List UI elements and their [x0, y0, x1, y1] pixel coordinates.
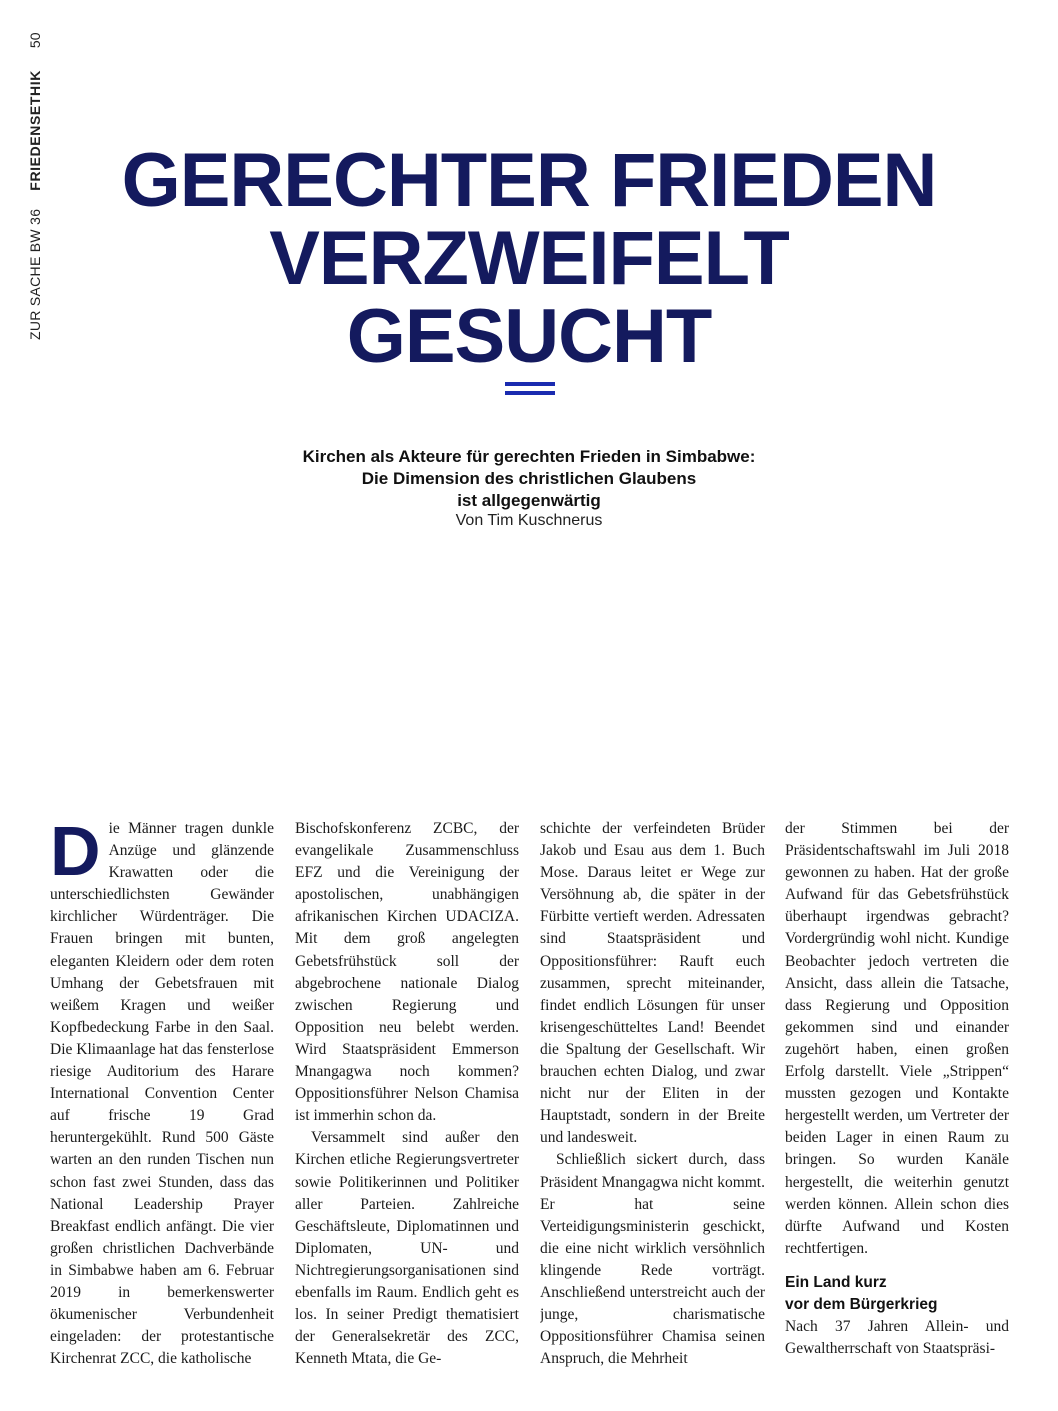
section-subheading	[785, 1272, 1009, 1316]
text-column-1	[50, 818, 274, 1408]
subheading-line: Ein Land kurz	[785, 1273, 887, 1291]
title-line: GERECHTER FRIEDEN	[121, 138, 937, 223]
section-label: FRIEDENSETHIK	[27, 70, 43, 191]
subtitle-line: Kirchen als Akteure für gerechten Frieden in Simbabwe:	[302, 447, 756, 466]
paragraph: Bischofskonferenz ZCBC, der evangelikale Zusammenschluss EFZ und die Vereinigung der apostolischen, unabhängigen afrikanischen Kirchen UDACIZA. Mit dem groß angelegten Gebetsfrühstück soll der abgebrochene nationale Dialog zwischen Regierung und Opposition neu belebt werden. Wird Staatspräsident Emmerson Mnangagwa noch kommen? Oppositionsführer Nelson Chamisa ist immerhin schon da.	[295, 820, 519, 1125]
page-number: 50	[27, 32, 43, 49]
title-line: VERZWEIFELT	[269, 216, 789, 301]
paragraph: Schließlich sickert durch, dass Präsident Mnangagwa nicht kommt. Er hat seine Verteidigungsministerin geschickt, die eine nicht wirklich versöhnlich klingende Rede vorträgt. Anschließend unterstreicht auch der junge, charismatische Oppositionsführer Chamisa seinen Anspruch, die Mehrheit	[540, 1151, 765, 1368]
article-subtitle	[0, 446, 1058, 512]
title-divider	[505, 391, 555, 395]
paragraph: Nach 37 Jahren Allein- und Gewaltherrschaft von Staatspräsi-	[785, 1317, 1009, 1357]
paragraph: Versammelt sind außer den Kirchen etliche Regierungsvertreter sowie Politikerinnen und Politiker aller Parteien. Zahlreiche Geschäftsleute, Diplomatinnen und Diplomaten, UN- und Nichtregierungsorganisationen sind ebenfalls im Raum. Endlich geht es los. In seiner Predigt thematisiert der Generalsekretär des ZCC, Kenneth Mtata, die Ge-	[295, 1129, 519, 1368]
title-divider	[505, 382, 555, 386]
byline: Von Tim Kuschnerus	[455, 512, 603, 529]
title-line: GESUCHT	[346, 294, 712, 379]
text-column-4	[785, 818, 1009, 1408]
article-title	[0, 138, 1058, 379]
paragraph: der Stimmen bei der Präsidentschaftswahl im Juli 2018 gewonnen zu haben. Hat der große Aufwand für das Gebetsfrühstück überhaupt irgendwas gebracht? Vordergründig wohl nicht. Kundige Beobachter jedoch vertreten die Ansicht, dass allein die Tatsache, dass Regierung und Opposition gekommen sind und einander zugehört haben, einen großen Erfolg darstellt. Viele „Strippen“ mussten gezogen und Kontakte hergestellt werden, um Vertreter der beiden Lager in einen Raum zu bringen. So wurden Kanäle hergestellt, die weiterhin genutzt werden können. Allein schon dies dürfte Aufwand und Kosten rechtfertigen.	[785, 820, 1009, 1257]
subheading-line: vor dem Bürgerkrieg	[785, 1295, 938, 1313]
magazine-name: ZUR SACHE BW 36	[27, 208, 43, 340]
subtitle-line: Die Dimension des christlichen Glaubens	[361, 469, 697, 488]
paragraph: ie Männer tragen dunkle Anzüge und glänzende Krawatten oder die unterschiedlichsten Gewänder kirchlicher Würdenträger. Die Frauen bringen mit bunten, eleganten Kleidern oder dem roten Umhang der Gebetsfrauen mit weißem Kragen und weißer Kopfbedeckung Farbe in den Saal. Die Klimaanlage hat das fensterlose riesige Auditorium des Harare International Convention Center auf frische 19 Grad heruntergekühlt. Rund 500 Gäste warten an den runden Tischen nun schon fast zwei Stunden, dass das National Leadership Prayer Breakfast endlich anfängt. Die vier großen christlichen Dachverbände in Simbabwe haben am 6. Februar 2019 in bemerkenswerter ökumenischer Verbundenheit eingeladen: der protestantische Kirchenrat ZCC, die katholische	[50, 820, 274, 1368]
text-column-3	[540, 818, 765, 1408]
paragraph: schichte der verfeindeten Brüder Jakob und Esau aus dem 1. Buch Mose. Daraus leitet er Wege zur Versöhnung ab, die später in der Fürbitte vertieft werden. Adressaten sind Staatspräsident und Oppositionsführer: Rauft euch zusammen, sprecht miteinander, findet endlich Lösungen für unser krisengeschütteltes Land! Beendet die Spaltung der Gesellschaft. Wir brauchen echten Dialog, und zwar nicht nur der Eliten in der Hauptstadt, sondern in der Breite und landesweit.	[540, 820, 765, 1147]
text-column-2	[295, 818, 519, 1408]
subtitle-line: ist allgegenwärtig	[457, 491, 601, 510]
drop-cap: D	[50, 818, 101, 890]
